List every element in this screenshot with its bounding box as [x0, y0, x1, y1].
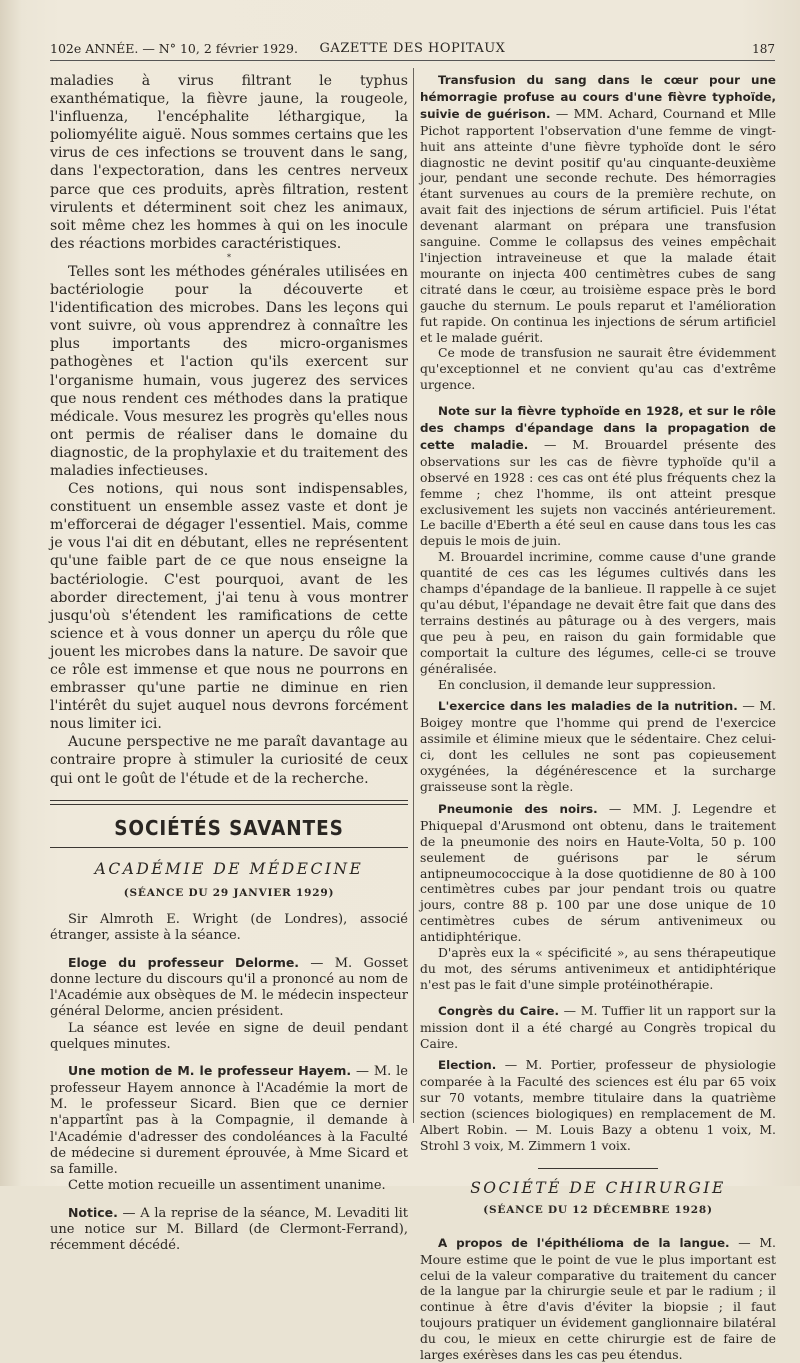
paragraph: Transfusion du sang dans le cœur pour une hémorragie profuse au cours d'une fièvre typhoïde, suivie de guérison. — MM. Achard, Cournand et Mlle Pichot rapportent l'observation d'une femme de vingt-huit ans atteinte d'une fièvre typhoïde dont le séro diagnostic ne devint positif qu'au cinquante-deuxième jour, pendant une seconde rechute. Des hémorragies étant survenues au cours de la première rechute, on avait fait des injections de sérum artificiel. Puis l'état devenant alarmant on prépara une transfusion sanguine. Comme le collapsus des veines empêchait l'injection intraveineuse et que la malade était mourante on injecta 400 centimètres cubes de sang citraté dans le cœur, au troisième espace près le bord gauche du sternum. Le pouls reparut et l'amélioration fut rapide. On continua les injections de sérum artificiel et le malade guérit. [420, 73, 777, 345]
item-heading: Election. [438, 1058, 497, 1073]
academie-title: ACADÉMIE DE MÉDECINE [94, 859, 364, 878]
section-star: * [227, 252, 231, 262]
paragraph: Telles sont les méthodes générales utilisées en bactériologie pour la découverte et l'identification des microbes. Dans les leçons qui vont suivre, où vous apprendrez à connaître les plus importants des micro-organismes pathogènes et l'action qu'ils exercent sur l'organisme humain, vous jugerez des services que nous rendent ces méthodes dans la pratique médicale. Vous mesurez les progrès qu'elles nous ont permis de réaliser dans le domaine du diagnostic, de la prophylaxie et du traitement des maladies infectieuses. [50, 263, 408, 479]
journal-title: GAZETTE DES HOPITAUX [319, 41, 506, 56]
page-number: 187 [752, 42, 775, 56]
paragraph: Cette motion recueille un assentiment unanime. [68, 1178, 386, 1194]
section-rule [50, 800, 408, 801]
paragraph: Sir Almroth E. Wright (de Londres), associé étranger, assiste à la séance. [50, 911, 408, 944]
paragraph: En conclusion, il demande leur suppression. [438, 676, 716, 692]
section-rule [50, 804, 408, 805]
item-heading: Note sur la fièvre typhoïde en 1928, et sur le rôle des champs d'épandage dans la propagation de cette maladie. [420, 404, 776, 452]
item-heading: Pneumonie des noirs. [438, 801, 598, 816]
seance-date: (SÉANCE DU 12 DÉCEMBRE 1928) [483, 1203, 713, 1216]
paragraph: L'exercice dans les maladies de la nutrition. — M. Boigey montre que l'homme qui prend de l'exercice assimile et élimine mieux que le sédentaire. Chez celui-ci, dont les cellules ne sont pas copieusement oxygénées, la dégénérescence et la surcharge graisseuse sont la règle. [420, 698, 776, 794]
paragraph: Une motion de M. le professeur Hayem. — M. le professeur Hayem annonce à l'Académie la mort de M. le professeur Sicard. Bien que ce dernier n'appartînt pas à la Compagnie, il demande à l'Académie d'adresser des condoléances à la Faculté de médecine si durement éprouvée, à Mme Sicard et sa famille. [50, 1063, 408, 1178]
paragraph: Notice. — A la reprise de la séance, M. Levaditi lit une notice sur M. Billard (de Clermont-Ferrand), récemment décédé. [50, 1204, 408, 1254]
paragraph: Congrès du Caire. — M. Tuffier lit un rapport sur la mission dont il a été chargé au Congrès tropical du Caire. [420, 1002, 776, 1051]
paragraph: Pneumonie des noirs. — MM. J. Legendre et Phiquepal d'Arusmond ont obtenu, dans le traitement de la pneumonie des noirs en Haute-Volta, 50 p. 100 seulement de guérisons par le sérum antipneumococcique à la dose quotidienne de 80 à 100 centimètres cubes par jour pendant trois ou quatre jours, contre 88 p. 100 par une dose unique de 10 centimètres cubes de sérum antivenimeux ou antidiphtérique. [420, 800, 776, 945]
right-column [420, 72, 776, 1363]
item-heading: Notice. [68, 1204, 118, 1220]
paragraph: Eloge du professeur Delorme. — M. Gosset donne lecture du discours qu'il a prononcé au nom de l'Académie aux obsèques de M. le médecin inspecteur général Delorme, ancien président. [50, 954, 408, 1020]
item-heading: Une motion de M. le professeur Hayem. [68, 1063, 352, 1079]
page-header [50, 38, 775, 61]
chirurgie-title: SOCIÉTÉ DE CHIRURGIE [470, 1178, 726, 1197]
paragraph: Note sur la fièvre typhoïde en 1928, et sur le rôle des champs d'épandage dans la propagation de cette maladie. — M. Brouardel présente des observations sur les cas de fièvre typhoïde qu'il a observé en 1928 : ces cas ont été plus fréquents chez la femme ; chez l'homme, ils ont atteint presque exclusivement les sujets non vaccinés antérieurement. Le bacille d'Eberth a été seul en cause dans tous les cas depuis le mois de juin. [420, 404, 777, 549]
left-column [50, 72, 408, 1255]
paragraph: La séance est levée en signe de deuil pendant quelques minutes. [50, 1020, 408, 1053]
paragraph: Aucune perspective ne me paraît davantage au contraire propre à stimuler la curiosité de ceux qui ont le goût de l'étude et de la recherche. [50, 734, 408, 787]
item-heading: Eloge du professeur Delorme. [68, 954, 300, 970]
section-rule [50, 847, 408, 848]
paragraph: Ces notions, qui nous sont indispensables, constituent un ensemble assez vaste et dont je m'efforcerai de dégager l'essentiel. Mais, comme je vous l'ai dit en débutant, elles ne représentent qu'une faible part de ce que nous enseigne la bactériologie. C'est pourquoi, avant de les aborder directement, j'ai tenu à vous montrer jusqu'où s'étendent les ramifications de cette science et à vous donner un aperçu du rôle que jouent les microbes dans la nature. De savoir que ce rôle est immense et que nous ne pourrons en embrasser qu'une partie ne diminue en rien l'intérêt du sujet auquel nous devrons forcément nous limiter ici. [50, 481, 408, 733]
paragraph: M. Brouardel incrimine, comme cause d'une grande quantité de ces cas les légumes cultivés dans les champs d'épandage de la banlieue. Il rappelle à ce sujet qu'au début, l'épandage ne devait être fait que dans des terrains destinés au pâturage ou à des vergers, mais que peu à peu, en raison du gain formidable que comportait la culture des légumes, celle-ci se trouve généralisée. [420, 549, 776, 676]
item-heading: L'exercice dans les maladies de la nutrition. [438, 699, 738, 714]
academie-proceedings [50, 912, 408, 1255]
item-heading: Transfusion du sang dans le cœur pour une hémorragie profuse au cours d'une fièvre typhoïde, suivie de guérison. [420, 73, 776, 121]
item-heading: Congrès du Caire. [438, 1003, 559, 1018]
section-rule [538, 1168, 658, 1169]
paragraph: maladies à virus filtrant le typhus exanthématique, la fièvre jaune, la rougeole, l'influenza, l'encéphalite léthargique, la poliomyélite aiguë. Nous sommes certains que les virus de ces infections se trouvent dans le sang, dans l'expectoration, dans les centres nerveux parce que ces produits, après filtration, restent virulents et déterminent soit chez les animaux, soit même chez les hommes à qui on les inocule des réactions morbides caractéristiques. [50, 73, 408, 252]
paragraph: D'après eux la « spécificité », au sens thérapeutique du mot, des sérums antivenimeux et antidiphtérique n'est pas le fait d'une simple protéinothérapie. [420, 945, 776, 992]
item-heading: A propos de l'épithélioma de la langue. [438, 1235, 730, 1250]
paragraph: Ce mode de transfusion ne saurait être évidemment qu'exceptionnel et ne convient qu'au cas d'extrême urgence. [420, 345, 776, 393]
issue-info: 102e ANNÉE. — N° 10, 2 février 1929. [50, 41, 298, 56]
seance-date: (SÉANCE DU 29 JANVIER 1929) [123, 886, 335, 899]
societes-savantes-title: SOCIÉTÉS SAVANTES [114, 815, 344, 840]
column-divider [413, 68, 414, 1123]
paragraph: Election. — M. Portier, professeur de physiologie comparée à la Faculté des sciences est élu par 65 voix sur 70 votants, membre titulaire dans la quatrième section (sciences biologiques) en remplacement de M. Albert Robin. — M. Louis Bazy a obtenu 1 voix, M. Strohl 3 voix, M. Zimmern 1 voix. [420, 1057, 776, 1153]
paragraph: A propos de l'épithélioma de la langue. — M. Moure estime que le point de vue le plus important est celui de la valeur comparative du traitement du cancer de la langue par la chirurgie seule et par le radium ; il continue à être d'avis d'éviter la biopsie ; il faut toujours pratiquer un évidement ganglionnaire bilatéral du cou, le mieux en cette chirurgie est de faire de larges exérèses dans les cas peu étendus. [420, 1234, 776, 1363]
